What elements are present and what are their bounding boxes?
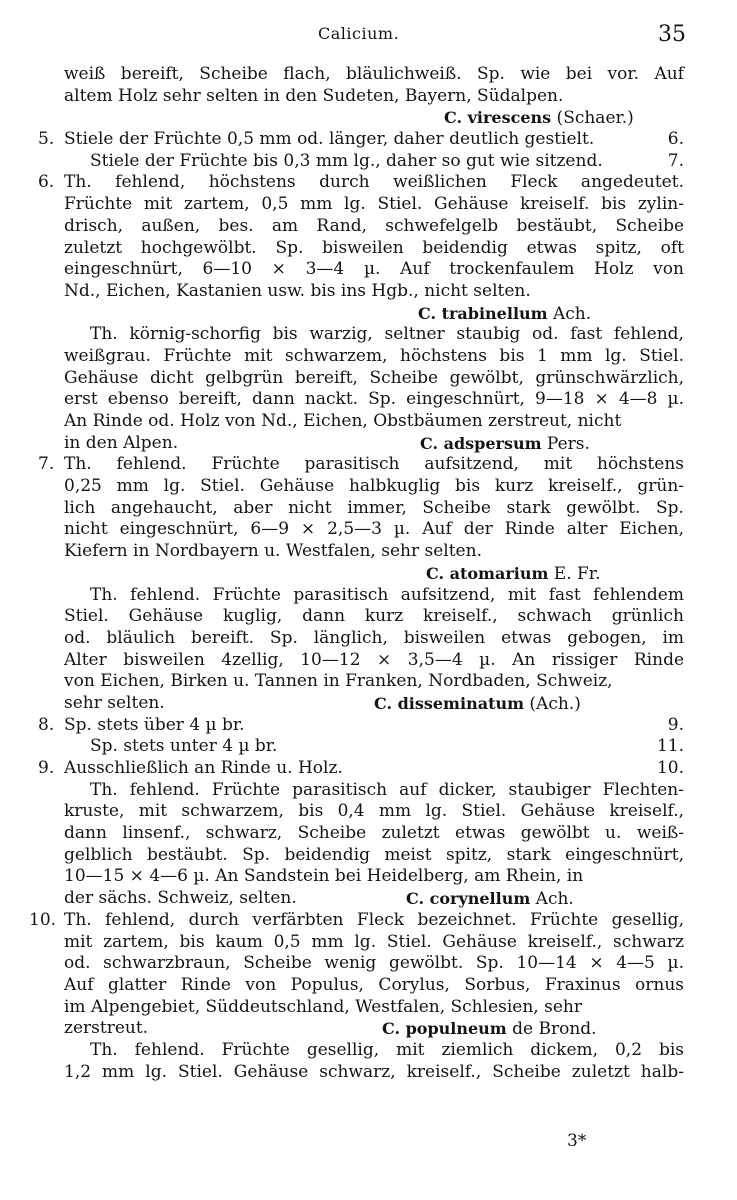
- text-line: [38, 151, 684, 173]
- text-line: [38, 1018, 684, 1040]
- text-line: [38, 693, 684, 715]
- text-line: [38, 129, 684, 151]
- line-text: eingeschnürt, 6—10 × 3—4 µ. Auf trockenfaulem Holz von: [64, 259, 684, 280]
- text-line: [38, 389, 684, 411]
- text-line: [38, 476, 684, 498]
- line-text: Nd., Eichen, Kastanien usw. bis ins Hgb., nicht selten.: [64, 280, 531, 301]
- text-line: [38, 324, 684, 346]
- key-number: 10.: [29, 909, 57, 930]
- page-header: [0, 24, 737, 48]
- line-text: Th. fehlend. Früchte parasitisch aufsitzend, mit höchstens: [64, 454, 684, 475]
- text-line: [38, 866, 684, 888]
- text-line: [38, 433, 684, 455]
- line-text: drisch, außen, bes. am Rand, schwefelgelb bestäubt, Scheibe: [64, 215, 685, 236]
- species-name: C. atomarium E. Fr.: [426, 563, 601, 584]
- text-line: [38, 259, 684, 281]
- key-reference: 9.: [667, 714, 684, 735]
- key-number: 5.: [38, 129, 55, 150]
- species-name: C. populneum de Brond.: [382, 1019, 597, 1040]
- line-text: in den Alpen.: [64, 432, 179, 453]
- line-text: Auf glatter Rinde von Populus, Corylus, Sorbus, Fraxinus ornus: [64, 974, 684, 995]
- line-text: gelblich bestäubt. Sp. beidendig meist spitz, stark eingeschnürt,: [64, 844, 684, 865]
- key-number: 9.: [38, 758, 55, 778]
- line-text: nicht eingeschnürt, 6—9 × 2,5—3 µ. Auf der Rinde alter Eichen,: [64, 519, 684, 540]
- line-text: dann linsenf., schwarz, Scheibe zuletzt etwas gewölbt u. weiß-: [64, 823, 684, 844]
- text-line: [38, 997, 684, 1019]
- text-line: [38, 519, 684, 541]
- line-text: altem Holz sehr selten in den Sudeten, Bayern, Südalpen.: [64, 85, 564, 106]
- text-line: [38, 736, 684, 758]
- text-line: [38, 1062, 684, 1084]
- line-text: zerstreut.: [64, 1018, 149, 1039]
- text-line: [38, 563, 684, 585]
- species-author: (Ach.): [524, 693, 581, 714]
- text-line: [38, 303, 684, 325]
- line-text: zuletzt hochgewölbt. Sp. bisweilen beidendig etwas spitz, oft: [64, 237, 685, 258]
- text-line: [38, 671, 684, 693]
- line-text: lich angehaucht, aber nicht immer, Scheibe stark gewölbt. Sp.: [64, 497, 684, 518]
- key-number: 8.: [38, 714, 55, 735]
- line-text: Alter bisweilen 4zellig, 10—12 × 3,5—4 µ. An rissiger Rinde: [64, 649, 685, 670]
- line-text: der sächs. Schweiz, selten.: [64, 888, 297, 909]
- line-text: Stiel. Gehäuse kuglig, dann kurz kreiself., schwach grünlich: [64, 606, 684, 627]
- line-text: Sp. stets unter 4 µ br.: [90, 736, 278, 757]
- species-author: E. Fr.: [548, 563, 601, 584]
- line-text: Kiefern in Nordbayern u. Westfalen, sehr selten.: [64, 541, 482, 562]
- text-line: [38, 107, 684, 129]
- species-author: Ach.: [547, 303, 592, 324]
- signature-mark: 3*: [567, 1131, 587, 1151]
- line-text: Th. fehlend, höchstens durch weißlichen Fleck angedeutet.: [64, 172, 684, 193]
- species-author: Pers.: [541, 433, 590, 454]
- text-line: [38, 953, 684, 975]
- species-author: de Brond.: [506, 1019, 597, 1040]
- text-line: [38, 194, 684, 216]
- line-text: von Eichen, Birken u. Tannen in Franken, Nordbaden, Schweiz,: [64, 671, 613, 692]
- key-number: 7.: [38, 454, 55, 475]
- species-author: (Schaer.): [551, 108, 634, 129]
- text-line: [38, 975, 684, 997]
- text-line: [38, 454, 684, 476]
- text-line: [38, 650, 684, 672]
- text-line: [38, 780, 684, 802]
- text-line: [38, 216, 684, 238]
- text-line: [38, 758, 684, 780]
- text-line: [38, 888, 684, 910]
- page-number: 35: [658, 22, 686, 47]
- key-reference: 7.: [667, 150, 684, 171]
- line-text: Th. fehlend. Früchte gesellig, mit ziemlich dickem, 0,2 bis: [90, 1039, 685, 1060]
- text-line: [38, 86, 684, 108]
- key-reference: 6.: [667, 129, 684, 150]
- line-text: od. bläulich bereift. Sp. länglich, bisweilen etwas gebogen, im: [64, 627, 685, 648]
- line-text: erst ebenso bereift, dann nackt. Sp. eingeschnürt, 9—18 × 4—8 µ.: [64, 389, 684, 410]
- line-text: mit zartem, bis kaum 0,5 mm lg. Stiel. Gehäuse kreiself., schwarz: [64, 931, 684, 952]
- line-text: 1,2 mm lg. Stiel. Gehäuse schwarz, kreiself., Scheibe zuletzt halb-: [64, 1061, 684, 1082]
- species-name: C. trabinellum Ach.: [418, 303, 592, 324]
- line-text: weiß bereift, Scheibe flach, bläulichweiß. Sp. wie bei vor. Auf: [64, 64, 684, 84]
- species-name: C. corynellum Ach.: [406, 889, 574, 910]
- running-title: Calicium.: [318, 24, 400, 43]
- line-text: Th. fehlend. Früchte parasitisch auf dicker, staubiger Flechten-: [90, 779, 684, 800]
- key-reference: 10.: [656, 758, 684, 778]
- line-text: 0,25 mm lg. Stiel. Gehäuse halbkuglig bis kurz kreiself., grün-: [64, 476, 685, 497]
- text-line: [38, 628, 684, 650]
- line-text: 10—15 × 4—6 µ. An Sandstein bei Heidelberg, am Rhein, in: [64, 866, 584, 887]
- species-name: C. adspersum Pers.: [420, 433, 590, 454]
- text-line: [38, 606, 684, 628]
- key-reference: 11.: [656, 736, 684, 757]
- text-line: [38, 823, 684, 845]
- line-text: Th. fehlend. Früchte parasitisch aufsitzend, mit fast fehlendem: [90, 584, 684, 605]
- text-line: [38, 64, 684, 86]
- line-text: Ausschließlich an Rinde u. Holz.: [64, 758, 343, 778]
- text-line: [38, 801, 684, 823]
- line-text: Th. fehlend, durch verfärbten Fleck bezeichnet. Früchte gesellig,: [64, 909, 684, 930]
- text-line: [38, 346, 684, 368]
- line-text: Früchte mit zartem, 0,5 mm lg. Stiel. Gehäuse kreiself. bis zylin-: [64, 194, 684, 215]
- line-text: od. schwarzbraun, Scheibe wenig gewölbt. Sp. 10—14 × 4—5 µ.: [64, 953, 684, 974]
- species-name: C. disseminatum (Ach.): [374, 693, 581, 714]
- text-line: [38, 541, 684, 563]
- species-name: C. virescens (Schaer.): [444, 108, 634, 129]
- text-line: [38, 172, 684, 194]
- text-line: [38, 238, 684, 260]
- line-text: im Alpengebiet, Süddeutschland, Westfalen, Schlesien, sehr: [64, 996, 582, 1017]
- line-text: Sp. stets über 4 µ br.: [64, 714, 245, 735]
- text-line: [38, 932, 684, 954]
- line-text: kruste, mit schwarzem, bis 0,4 mm lg. Stiel. Gehäuse kreiself.,: [64, 801, 685, 822]
- text-line: [38, 281, 684, 303]
- line-text: Stiele der Früchte 0,5 mm od. länger, daher deutlich gestielt.: [64, 129, 595, 150]
- text-line: [38, 585, 684, 607]
- line-text: Th. körnig-schorfig bis warzig, seltner staubig od. fast fehlend,: [90, 324, 684, 345]
- line-text: weißgrau. Früchte mit schwarzem, höchstens bis 1 mm lg. Stiel.: [64, 345, 685, 366]
- text-line: [38, 1040, 684, 1062]
- line-text: Stiele der Früchte bis 0,3 mm lg., daher so gut wie sitzend.: [90, 150, 603, 171]
- text-line: [38, 715, 684, 737]
- text-line: [38, 845, 684, 867]
- text-line: [38, 498, 684, 520]
- text-line: [38, 368, 684, 390]
- body-text: [29, 64, 685, 1083]
- text-line: [38, 411, 684, 433]
- key-number: 6.: [38, 172, 55, 193]
- species-author: Ach.: [530, 889, 574, 910]
- line-text: An Rinde od. Holz von Nd., Eichen, Obstbäumen zerstreut, nicht: [64, 411, 622, 431]
- line-text: sehr selten.: [64, 692, 165, 713]
- text-line: [29, 909, 684, 932]
- line-text: Gehäuse dicht gelbgrün bereift, Scheibe gewölbt, grünschwärzlich,: [64, 367, 685, 388]
